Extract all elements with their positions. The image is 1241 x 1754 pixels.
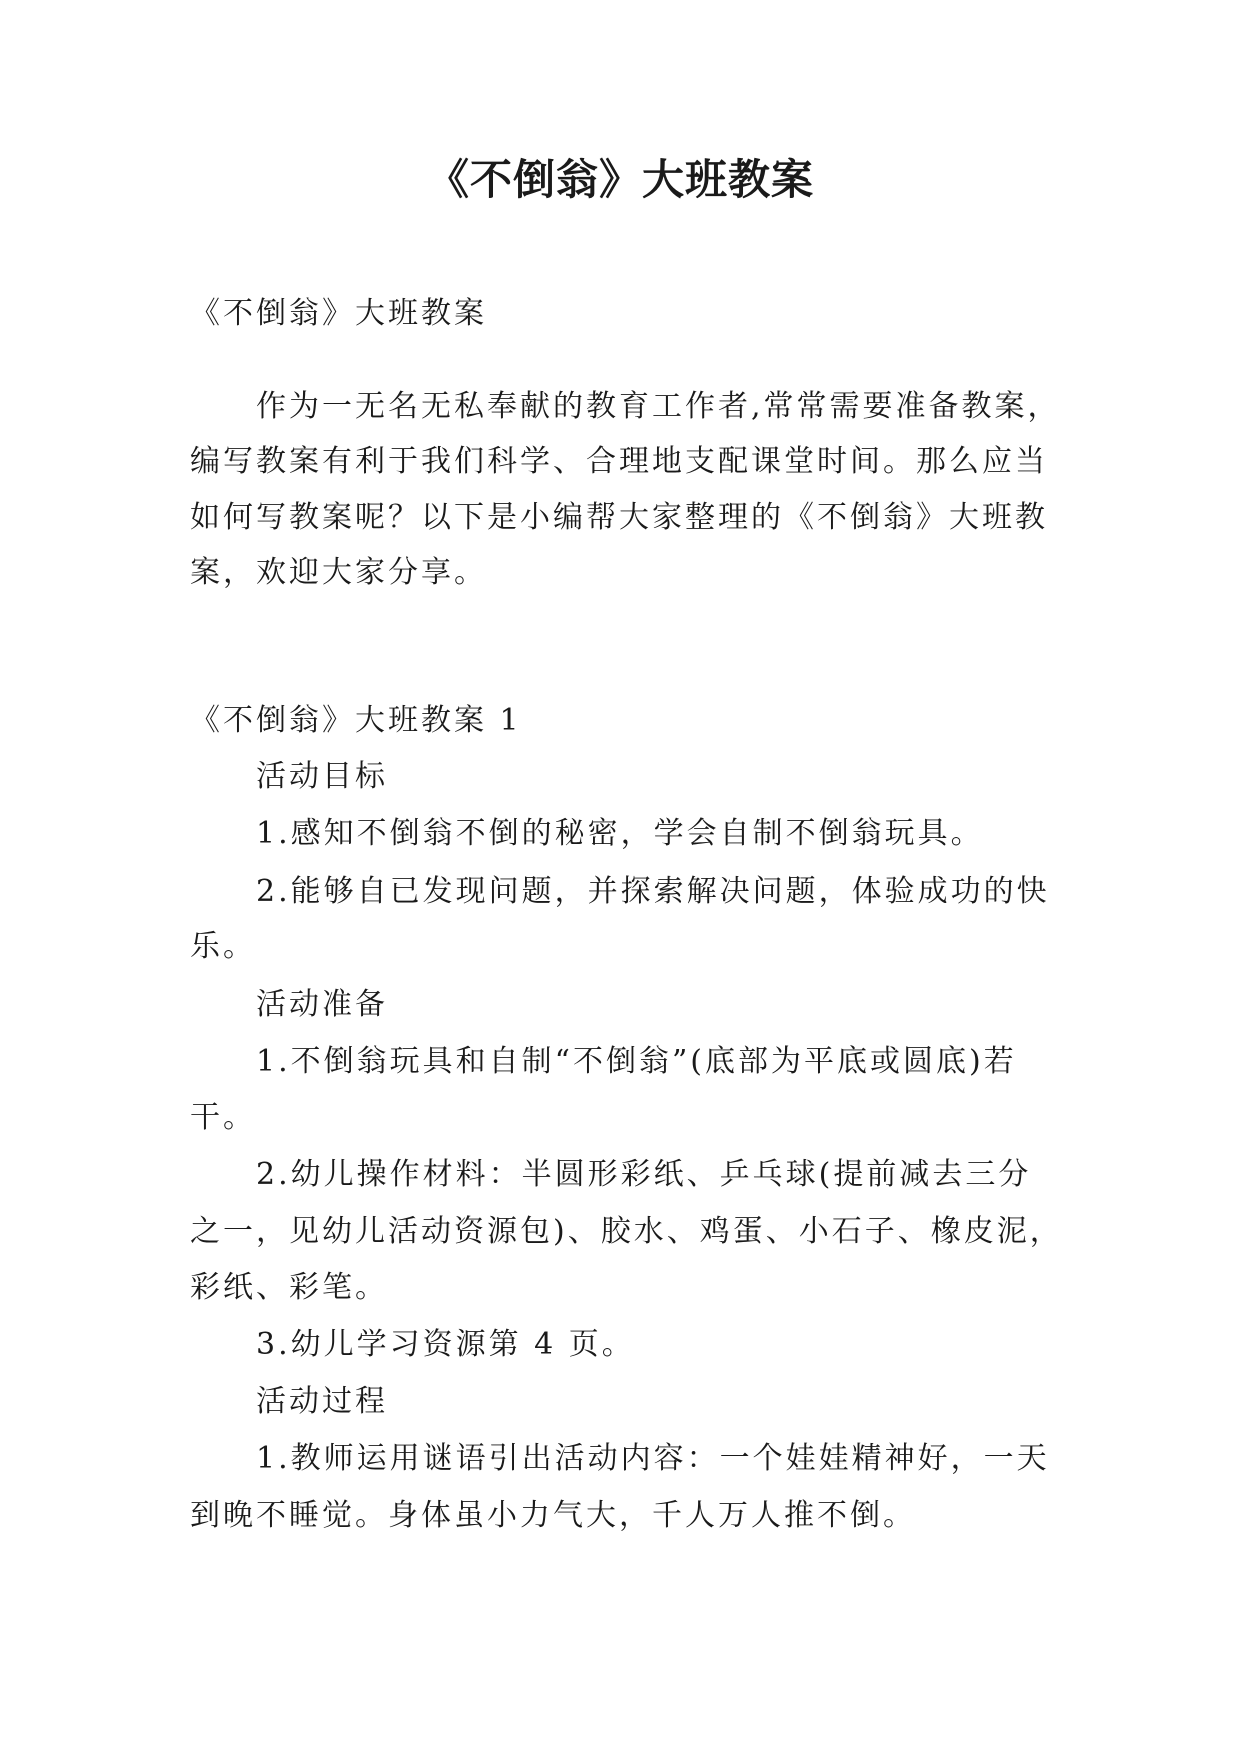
- goal-item-2-line-1: 2.能够自已发现问题，并探索解决问题，体验成功的快: [256, 874, 1050, 909]
- prep-item-2-line-3: 彩纸、彩笔。: [190, 1270, 388, 1305]
- prep-item-1-line-1: 1.不倒翁玩具和自制“不倒翁”(底部为平底或圆底)若: [256, 1044, 1017, 1079]
- process-item-1-line-2: 到晚不睡觉。身体虽小力气大，千人万人推不倒。: [190, 1498, 916, 1533]
- intro-line-4: 案，欢迎大家分享。: [190, 555, 487, 590]
- prep-item-2-line-1: 2.幼儿操作材料：半圆形彩纸、乒乓球(提前减去三分: [256, 1157, 1032, 1192]
- document-title: 《不倒翁》大班教案: [426, 155, 814, 204]
- heading-activity-goals: 活动目标: [256, 759, 388, 794]
- section-heading: 《不倒翁》大班教案 1: [190, 703, 522, 738]
- prep-item-2-line-2: 之一，见幼儿活动资源包)、胶水、鸡蛋、小石子、橡皮泥，: [190, 1214, 1063, 1249]
- process-item-1-line-1: 1.教师运用谜语引出活动内容：一个娃娃精神好，一天: [256, 1441, 1050, 1476]
- intro-line-3: 如何写教案呢？以下是小编帮大家整理的《不倒翁》大班教: [190, 500, 1048, 535]
- subtitle-line: 《不倒翁》大班教案: [190, 296, 487, 331]
- goal-item-1: 1.感知不倒翁不倒的秘密，学会自制不倒翁玩具。: [256, 816, 984, 851]
- intro-line-2: 编写教案有利于我们科学、合理地支配课堂时间。那么应当: [190, 444, 1048, 479]
- heading-activity-prep: 活动准备: [256, 987, 388, 1022]
- goal-item-2-line-2: 乐。: [190, 929, 256, 964]
- heading-activity-process: 活动过程: [256, 1384, 388, 1419]
- intro-line-1: 作为一无名无私奉献的教育工作者,常常需要准备教案，: [256, 389, 1061, 424]
- prep-item-1-line-2: 干。: [190, 1100, 256, 1135]
- prep-item-3: 3.幼儿学习资源第 4 页。: [256, 1327, 635, 1362]
